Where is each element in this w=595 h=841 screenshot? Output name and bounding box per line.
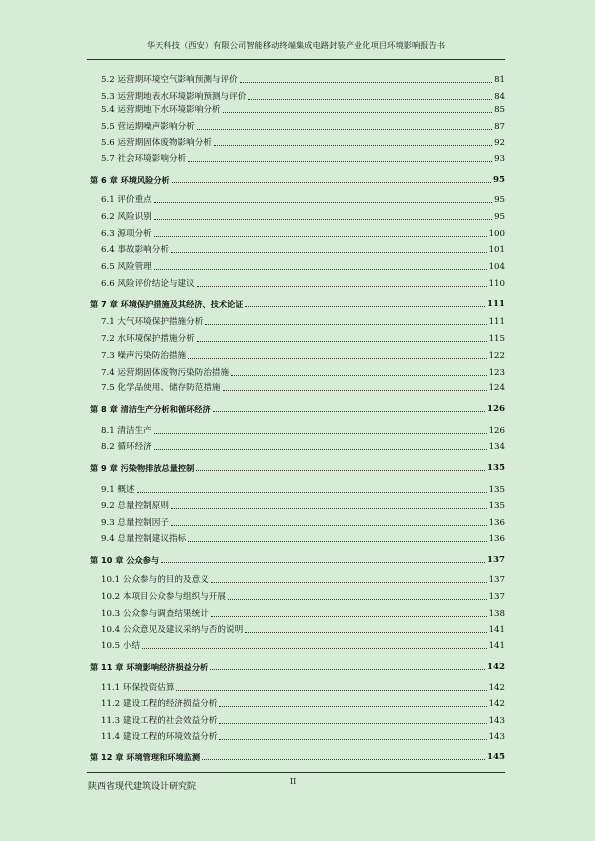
- toc-section-entry[interactable]: [0, 714, 595, 726]
- toc-leader-dots: [214, 145, 492, 146]
- toc-chapter-entry[interactable]: [0, 461, 595, 473]
- toc-entry-page: 122: [488, 351, 505, 361]
- toc-entry-label: 第 6 章 环境风险分析: [90, 175, 170, 185]
- toc-entry-label: 10.4 公众意见及建议采纳与否的说明: [101, 625, 244, 635]
- toc-leader-dots: [137, 492, 487, 493]
- footer-organization: 陕西省现代建筑设计研究院: [88, 782, 197, 792]
- toc-leader-dots: [228, 599, 487, 600]
- toc-section-entry[interactable]: [0, 590, 595, 602]
- toc-entry-label: 7.1 大气环境保护措施分析: [101, 317, 204, 327]
- toc-entry-label: 7.3 噪声污染防治措施: [101, 351, 187, 361]
- toc-leader-dots: [210, 669, 485, 670]
- toc-section-entry[interactable]: [0, 332, 595, 344]
- toc-section-entry[interactable]: [0, 277, 595, 289]
- toc-entry-label: 第 11 章 环境影响经济损益分析: [90, 662, 209, 672]
- toc-entry-page: 136: [488, 534, 505, 544]
- toc-entry-page: 135: [488, 485, 505, 495]
- toc-chapter-entry[interactable]: [0, 173, 595, 185]
- toc-entry-label: 6.4 事故影响分析: [101, 245, 169, 255]
- toc-leader-dots: [245, 632, 486, 633]
- toc-leader-dots: [154, 449, 487, 450]
- toc-entry-page: 115: [488, 334, 505, 344]
- toc-section-entry[interactable]: [0, 90, 595, 102]
- toc-entry-page: 92: [494, 138, 505, 148]
- toc-leader-dots: [223, 112, 493, 113]
- toc-entry-label: 9.2 总量控制原则: [101, 501, 169, 511]
- toc-entry-page: 123: [488, 368, 505, 378]
- toc-entry-page: 95: [494, 212, 505, 222]
- toc-section-entry[interactable]: [0, 516, 595, 528]
- toc-section-entry[interactable]: [0, 227, 595, 239]
- toc-entry-page: 111: [488, 317, 505, 327]
- toc-leader-dots: [245, 306, 485, 307]
- toc-entry-page: 93: [494, 154, 505, 164]
- toc-entry-label: 6.1 评价重点: [101, 195, 152, 205]
- toc-section-entry[interactable]: [0, 152, 595, 164]
- toc-entry-label: 8.1 清洁生产: [101, 426, 152, 436]
- footer-page-number: II: [290, 777, 297, 786]
- toc-entry-page: 85: [494, 105, 505, 115]
- toc-chapter-entry[interactable]: [0, 750, 595, 762]
- toc-leader-dots: [219, 739, 486, 740]
- toc-entry-page: 84: [494, 92, 505, 102]
- toc-entry-label: 10.1 公众参与的目的及意义: [101, 575, 209, 585]
- toc-entry-label: 7.5 化学品使用、储存防范措施: [101, 383, 221, 393]
- toc-entry-label: 10.2 本项目公众参与组织与开展: [101, 592, 226, 602]
- toc-section-entry[interactable]: [0, 315, 595, 327]
- toc-leader-dots: [213, 411, 485, 412]
- toc-leader-dots: [197, 286, 487, 287]
- toc-leader-dots: [211, 582, 487, 583]
- toc-entry-label: 第 8 章 清洁生产分析和循环经济: [90, 404, 211, 414]
- toc-entry-page: 95: [493, 175, 505, 185]
- toc-leader-dots: [161, 562, 485, 563]
- toc-leader-dots: [154, 433, 487, 434]
- toc-entry-label: 5.5 营运期噪声影响分析: [101, 122, 195, 132]
- toc-entry-page: 101: [488, 245, 505, 255]
- toc-entry-label: 第 12 章 环境管理和环境监测: [90, 752, 201, 762]
- toc-leader-dots: [188, 541, 486, 542]
- toc-section-entry[interactable]: [0, 639, 595, 651]
- toc-entry-label: 7.4 运营期固体废物污染防治措施: [101, 368, 230, 378]
- toc-section-entry[interactable]: [0, 260, 595, 272]
- toc-leader-dots: [172, 182, 491, 183]
- toc-section-entry[interactable]: [0, 499, 595, 511]
- toc-entry-page: 81: [494, 75, 505, 85]
- toc-leader-dots: [171, 525, 487, 526]
- toc-entry-page: 143: [488, 716, 505, 726]
- toc-entry-page: 142: [487, 662, 505, 672]
- toc-entry-label: 5.7 社会环境影响分析: [101, 154, 187, 164]
- toc-entry-page: 134: [488, 442, 505, 452]
- toc-entry-label: 第 7 章 环境保护措施及其经济、技术论证: [90, 299, 244, 309]
- toc-section-entry[interactable]: [0, 697, 595, 709]
- toc-chapter-entry[interactable]: [0, 660, 595, 672]
- toc-entry-label: 11.3 建设工程的社会效益分析: [101, 716, 218, 726]
- toc-leader-dots: [188, 161, 492, 162]
- toc-section-entry[interactable]: [0, 210, 595, 222]
- toc-entry-page: 111: [487, 299, 505, 309]
- toc-leader-dots: [196, 470, 485, 471]
- toc-leader-dots: [197, 129, 492, 130]
- toc-entry-page: 138: [488, 609, 505, 619]
- toc-section-entry[interactable]: [0, 681, 595, 693]
- toc-leader-dots: [223, 390, 487, 391]
- toc-entry-page: 142: [488, 683, 505, 693]
- toc-chapter-entry[interactable]: [0, 297, 595, 309]
- toc-leader-dots: [211, 616, 487, 617]
- toc-entry-page: 104: [488, 262, 505, 272]
- toc-leader-dots: [154, 202, 492, 203]
- toc-section-entry[interactable]: [0, 366, 595, 378]
- toc-entry-page: 136: [488, 518, 505, 528]
- toc-entry-label: 9.1 概述: [101, 485, 135, 495]
- toc-entry-page: 87: [494, 122, 505, 132]
- toc-leader-dots: [202, 759, 485, 760]
- toc-section-entry[interactable]: [0, 243, 595, 255]
- toc-section-entry[interactable]: [0, 381, 595, 393]
- toc-entry-page: 110: [488, 279, 505, 289]
- toc-leader-dots: [154, 269, 487, 270]
- toc-leader-dots: [248, 99, 492, 100]
- toc-section-entry[interactable]: [0, 73, 595, 85]
- toc-section-entry[interactable]: [0, 730, 595, 742]
- toc-entry-page: 141: [488, 641, 505, 651]
- toc-entry-label: 第 10 章 公众参与: [90, 555, 160, 565]
- footer-divider: [87, 772, 505, 773]
- toc-entry-label: 9.4 总量控制建议指标: [101, 534, 187, 544]
- toc-entry-page: 126: [487, 404, 505, 414]
- toc-leader-dots: [197, 341, 487, 342]
- toc-section-entry[interactable]: [0, 532, 595, 544]
- toc-entry-page: 142: [488, 699, 505, 709]
- toc-section-entry[interactable]: [0, 120, 595, 132]
- toc-leader-dots: [154, 219, 492, 220]
- toc-entry-page: 135: [488, 501, 505, 511]
- toc-entry-label: 6.2 风险识别: [101, 212, 152, 222]
- toc-entry-label: 第 9 章 污染物排放总量控制: [90, 463, 195, 473]
- toc-entry-page: 124: [488, 383, 505, 393]
- toc-entry-label: 5.2 运营期环境空气影响预测与评价: [101, 75, 238, 85]
- toc-entry-page: 95: [494, 195, 505, 205]
- toc-section-entry[interactable]: [0, 424, 595, 436]
- toc-entry-page: 100: [488, 229, 505, 239]
- toc-section-entry[interactable]: [0, 103, 595, 115]
- toc-entry-label: 11.4 建设工程的环境效益分析: [101, 732, 218, 742]
- toc-leader-dots: [176, 690, 486, 691]
- toc-leader-dots: [171, 508, 487, 509]
- toc-leader-dots: [231, 375, 486, 376]
- toc-entry-page: 143: [488, 732, 505, 742]
- toc-leader-dots: [219, 706, 486, 707]
- toc-leader-dots: [219, 723, 486, 724]
- toc-entry-page: 135: [487, 463, 505, 473]
- toc-entry-label: 6.6 风险评价结论与建议: [101, 279, 195, 289]
- toc-entry-label: 5.6 运营期固体废物影响分析: [101, 138, 212, 148]
- toc-entry-label: 6.5 风险管理: [101, 262, 152, 272]
- toc-section-entry[interactable]: [0, 623, 595, 635]
- toc-entry-label: 7.2 水环境保护措施分析: [101, 334, 195, 344]
- toc-entry-page: 126: [488, 426, 505, 436]
- toc-entry-label: 8.2 循环经济: [101, 442, 152, 452]
- toc-entry-label: 6.3 源项分析: [101, 229, 152, 239]
- toc-entry-label: 10.3 公众参与调查结果统计: [101, 609, 209, 619]
- toc-leader-dots: [205, 324, 486, 325]
- toc-leader-dots: [154, 236, 487, 237]
- toc-entry-label: 5.4 运营期地下水环境影响分析: [101, 105, 221, 115]
- toc-section-entry[interactable]: [0, 349, 595, 361]
- toc-entry-page: 141: [488, 625, 505, 635]
- toc-section-entry[interactable]: [0, 483, 595, 495]
- toc-entry-page: 137: [488, 592, 505, 602]
- toc-entry-page: 137: [488, 575, 505, 585]
- toc-section-entry[interactable]: [0, 573, 595, 585]
- toc-entry-label: 11.2 建设工程的经济损益分析: [101, 699, 218, 709]
- toc-leader-dots: [142, 648, 487, 649]
- toc-chapter-entry[interactable]: [0, 553, 595, 565]
- toc-section-entry[interactable]: [0, 193, 595, 205]
- toc-leader-dots: [171, 252, 487, 253]
- toc-entry-label: 11.1 环保投资估算: [101, 683, 175, 693]
- toc-leader-dots: [188, 358, 486, 359]
- toc-entry-label: 10.5 小结: [101, 641, 141, 651]
- toc-leader-dots: [240, 82, 492, 83]
- toc-section-entry[interactable]: [0, 607, 595, 619]
- toc-entry-label: 9.3 总量控制因子: [101, 518, 169, 528]
- toc-entry-page: 145: [487, 752, 505, 762]
- toc-entry-page: 137: [487, 555, 505, 565]
- page-header-title: 华天科技（西安）有限公司智能移动终端集成电路封装产业化项目环境影响报告书: [146, 40, 446, 50]
- toc-entry-label: 5.3 运营期地表水环境影响预测与评价: [101, 92, 247, 102]
- toc-section-entry[interactable]: [0, 440, 595, 452]
- toc-chapter-entry[interactable]: [0, 402, 595, 414]
- toc-section-entry[interactable]: [0, 136, 595, 148]
